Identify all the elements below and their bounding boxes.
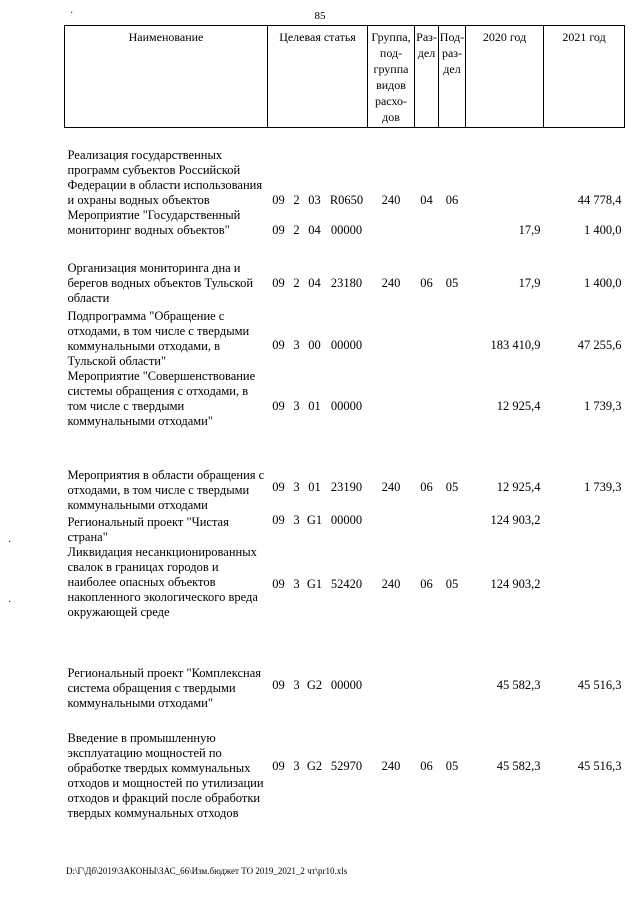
row-ts-program: 09 <box>272 479 285 494</box>
header-section-line: Раз- <box>416 30 437 44</box>
row-ts-direction: 23180 <box>330 275 363 290</box>
row-section: 06 <box>420 576 433 591</box>
row-ts-subprogram: 2 <box>293 275 300 290</box>
header-group-line: расхо- <box>374 94 408 108</box>
row-ts-subprogram: 3 <box>293 677 300 692</box>
header-section-line: дел <box>417 46 436 60</box>
header-subsection-line: дел <box>443 62 461 76</box>
table-body <box>65 128 625 821</box>
row-section <box>415 369 439 449</box>
table-row <box>65 256 625 306</box>
row-group: 240 <box>381 758 401 773</box>
row-name: Региональный проект "Комплексная система обращения с твердыми коммунальными отходами" <box>67 665 261 710</box>
row-ts-direction: 00000 <box>330 677 363 692</box>
row-ts-subprogram: 2 <box>293 192 300 207</box>
row-ts-subprogram: 3 <box>293 337 300 352</box>
row-2020 <box>466 128 544 208</box>
header-2020: 2020 год <box>466 26 544 128</box>
row-group: 240 <box>381 275 401 290</box>
row-ts-measure: G2 <box>306 758 323 773</box>
table-row <box>65 513 625 545</box>
header-group-line: видов <box>376 78 406 92</box>
row-ts-program: 09 <box>272 677 285 692</box>
row-section <box>415 306 439 369</box>
row-ts-program: 09 <box>272 275 285 290</box>
row-group <box>368 625 415 711</box>
header-group-line: дов <box>382 110 400 124</box>
header-2021: 2021 год <box>544 26 625 128</box>
row-ts-subprogram: 3 <box>293 758 300 773</box>
row-name: Реализация государственных программ субъектов Российской Федерации в области использования и охраны водных объектов <box>67 147 263 207</box>
row-2020: 45 582,3 <box>496 758 541 773</box>
row-subsection: 05 <box>445 576 459 591</box>
table-row <box>65 306 625 369</box>
row-ts-measure: G2 <box>306 677 323 692</box>
row-ts-measure: 01 <box>308 479 321 494</box>
row-2021: 45 516,3 <box>577 758 622 773</box>
row-2021: 1 739,3 <box>584 398 622 413</box>
row-section: 06 <box>420 275 433 290</box>
row-section <box>415 513 439 545</box>
row-ts-subprogram: 2 <box>293 222 300 237</box>
file-path-footer: D:\Г\Дб\2019\ЗАКОНЫ\ЗАС_66\Изм.бюджет ТО 2019_2021_2 чт\pr10.xls <box>66 866 348 876</box>
row-ts-program: 09 <box>272 337 285 352</box>
row-ts-subprogram: 3 <box>293 479 300 494</box>
header-group <box>368 26 415 128</box>
header-name: Наименование <box>65 26 268 128</box>
table-row <box>65 625 625 711</box>
row-2021: 47 255,6 <box>577 337 622 352</box>
header-subsection <box>439 26 466 128</box>
row-2021: 1 739,3 <box>584 479 622 494</box>
row-2020: 17,9 <box>518 275 541 290</box>
row-ts-direction: 00000 <box>330 222 363 237</box>
row-ts-subprogram: 3 <box>293 576 300 591</box>
row-group: 240 <box>381 192 401 207</box>
row-ts-measure: 04 <box>308 222 321 237</box>
row-ts-direction: R0650 <box>329 192 364 207</box>
row-name: Региональный проект "Чистая страна" <box>67 514 229 544</box>
row-2021: 44 778,4 <box>577 192 622 207</box>
row-ts-direction: 00000 <box>330 512 363 527</box>
row-2020: 12 925,4 <box>496 479 541 494</box>
row-ts-subprogram: 3 <box>293 398 300 413</box>
header-subsection-line: раз- <box>441 46 463 60</box>
table-row <box>65 711 625 821</box>
row-ts-measure: G1 <box>306 576 323 591</box>
row-ts-program: 09 <box>272 758 285 773</box>
row-2020: 17,9 <box>518 222 541 237</box>
row-name: Подпрограмма "Обращение с отходами, в том числе с твердыми коммунальными отходами, в Тульской области" <box>67 308 250 368</box>
row-ts-program: 09 <box>272 192 285 207</box>
row-subsection <box>439 306 466 369</box>
row-subsection: 05 <box>445 479 459 494</box>
row-ts-direction: 00000 <box>330 337 363 352</box>
header-subsection-line: Под- <box>439 30 465 44</box>
row-ts-program: 09 <box>272 576 285 591</box>
row-subsection: 05 <box>445 275 459 290</box>
row-2020: 124 903,2 <box>490 512 541 527</box>
row-group: 240 <box>381 479 401 494</box>
row-2020: 45 582,3 <box>496 677 541 692</box>
scan-mark: · <box>8 597 12 608</box>
row-name: Организация мониторинга дна и берегов водных объектов Тульской области <box>67 260 254 305</box>
row-ts-program: 09 <box>272 222 285 237</box>
row-ts-measure: 04 <box>308 275 321 290</box>
row-group <box>368 513 415 545</box>
row-subsection <box>439 625 466 711</box>
row-section <box>415 625 439 711</box>
table-row <box>65 369 625 449</box>
row-section: 04 <box>420 192 433 207</box>
table-row <box>65 449 625 513</box>
row-group: 240 <box>381 576 401 591</box>
row-group <box>368 369 415 449</box>
table-row <box>65 208 625 256</box>
header-section <box>415 26 439 128</box>
row-ts-measure: 00 <box>308 337 321 352</box>
row-2021: 1 400,0 <box>584 275 622 290</box>
row-section <box>415 208 439 256</box>
row-2021 <box>544 513 625 545</box>
row-ts-program: 09 <box>272 398 285 413</box>
row-2021 <box>544 545 625 625</box>
row-subsection <box>439 369 466 449</box>
row-2020: 183 410,9 <box>490 337 541 352</box>
row-name: Мероприятия в области обращения с отходами, в том числе с твердыми коммунальными отходами <box>67 467 265 512</box>
row-ts-direction: 00000 <box>330 398 363 413</box>
row-2021: 1 400,0 <box>584 222 622 237</box>
row-name: Мероприятие "Совершенствование системы обращения с отходами, в том числе с твердыми коммунальными отходами" <box>67 368 256 428</box>
header-target-item: Целевая статья <box>268 26 368 128</box>
row-subsection: 06 <box>445 192 459 207</box>
row-ts-program: 09 <box>272 512 285 527</box>
row-ts-subprogram: 3 <box>293 512 300 527</box>
row-ts-measure: 03 <box>308 192 321 207</box>
row-ts-measure: 01 <box>308 398 321 413</box>
row-name: Ликвидация несанкционированных свалок в границах городов и наиболее опасных объектов накопленного экологического вреда окружающей среде <box>67 544 258 619</box>
row-2020: 12 925,4 <box>496 398 541 413</box>
scan-mark: · <box>70 8 74 19</box>
row-group <box>368 208 415 256</box>
row-group <box>368 306 415 369</box>
table-row <box>65 128 625 208</box>
row-name: Введение в промышленную эксплуатацию мощностей по обработке твердых коммунальных отходов и мощностей по утилизации отходов и фракций после обработки твердых коммунальных отходов <box>67 730 264 820</box>
header-group-line: Группа, <box>371 30 411 44</box>
header-group-line: группа <box>373 62 409 76</box>
row-section: 06 <box>420 479 433 494</box>
budget-table <box>64 25 625 821</box>
row-ts-direction: 52970 <box>330 758 363 773</box>
row-2021: 45 516,3 <box>577 677 622 692</box>
row-ts-direction: 23190 <box>330 479 363 494</box>
page-number: 85 <box>314 10 326 22</box>
table-header <box>65 26 625 128</box>
row-subsection <box>439 208 466 256</box>
scan-mark: · <box>8 537 12 548</box>
row-name: Мероприятие "Государственный мониторинг водных объектов" <box>67 207 241 237</box>
row-section: 06 <box>420 758 433 773</box>
table-row <box>65 545 625 625</box>
row-ts-measure: G1 <box>306 512 323 527</box>
header-group-line: под- <box>379 46 403 60</box>
row-ts-direction: 52420 <box>330 576 363 591</box>
row-subsection <box>439 513 466 545</box>
row-subsection: 05 <box>445 758 459 773</box>
row-2020: 124 903,2 <box>490 576 541 591</box>
